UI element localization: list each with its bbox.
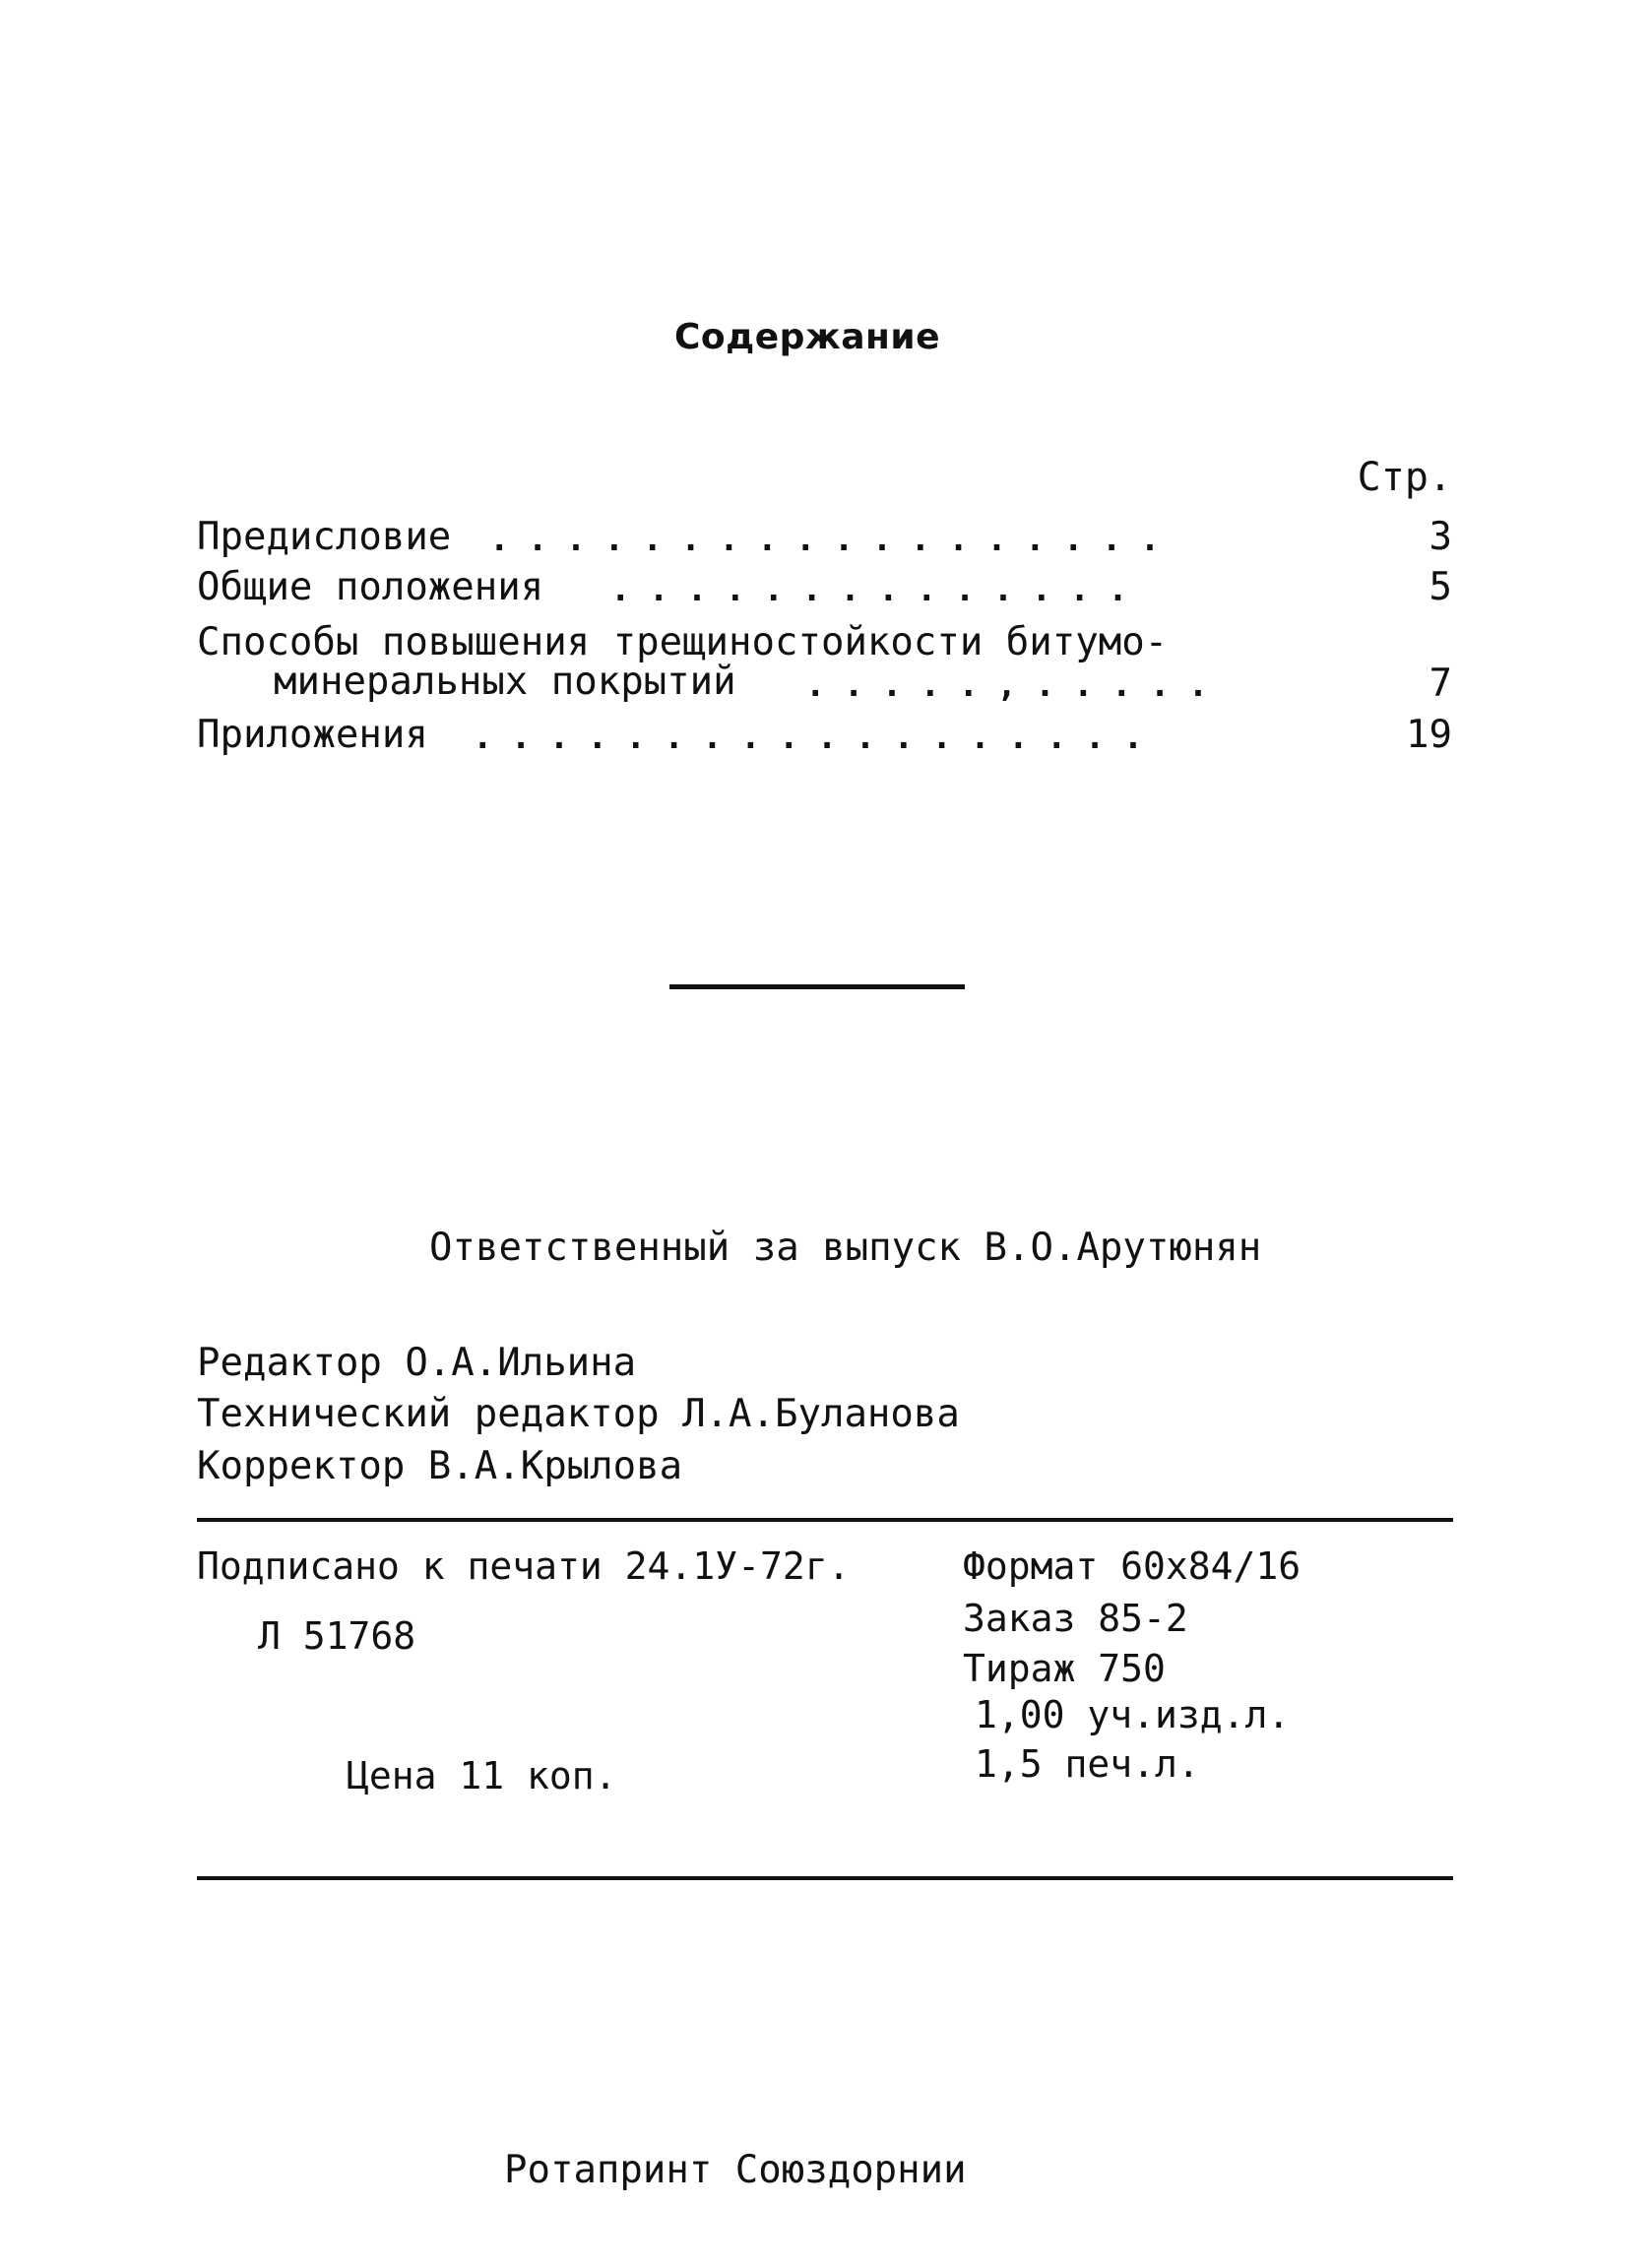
toc-leader-dots: .................. [473, 718, 1162, 757]
print-sheets: 1,5 печ.л. [975, 1742, 1200, 1786]
signed-for-print: Подписано к печати 24.1У-72г. [197, 1544, 851, 1588]
printer-name: Ротапринт Союздорнии [504, 2148, 967, 2192]
toc-entry-page: 19 [1406, 713, 1452, 757]
toc-entry-page: 5 [1429, 565, 1452, 609]
print-run: Тираж 750 [963, 1647, 1166, 1690]
imprint-bottom-rule [197, 1876, 1453, 1880]
edition-sheets: 1,00 уч.изд.л. [975, 1693, 1291, 1736]
toc-leader-dots: .................. [489, 520, 1178, 559]
responsible-for-release: Ответственный за выпуск В.О.Арутюнян [429, 1226, 1262, 1270]
toc-entry-page: 3 [1429, 515, 1452, 559]
technical-editor: Технический редактор Л.А.Буланова [197, 1392, 960, 1436]
toc-entry [197, 620, 1452, 711]
proofreader: Корректор В.А.Крылова [197, 1444, 683, 1488]
editor: Редактор О.А.Ильина [197, 1341, 637, 1385]
toc-entry-title: Предисловие [197, 515, 452, 559]
paper-format: Формат 60х84/16 [963, 1544, 1302, 1588]
section-separator [669, 984, 965, 989]
license-number: Л 51768 [258, 1614, 416, 1658]
toc-entry-title: Способы повышения трещиностойкости битумо- [197, 620, 1169, 664]
toc-entry-title-line2: минеральных покрытий [274, 660, 736, 704]
toc-entry-title: Приложения [197, 713, 428, 757]
toc-entry-page: 7 [1429, 662, 1452, 706]
toc-leader-dots: .............. [610, 570, 1147, 609]
price: Цена 11 коп. [347, 1754, 617, 1797]
toc-entry [197, 515, 1452, 560]
toc-leader-dots: .....,..... [805, 665, 1227, 705]
toc-entry-title: Общие положения [197, 565, 544, 609]
toc-entry [197, 565, 1452, 610]
toc-title: Содержание [673, 317, 941, 357]
toc-entry [197, 713, 1452, 758]
page-column-header: Стр. [1357, 455, 1452, 500]
order-number: Заказ 85-2 [963, 1597, 1188, 1640]
imprint-top-rule [197, 1518, 1453, 1522]
